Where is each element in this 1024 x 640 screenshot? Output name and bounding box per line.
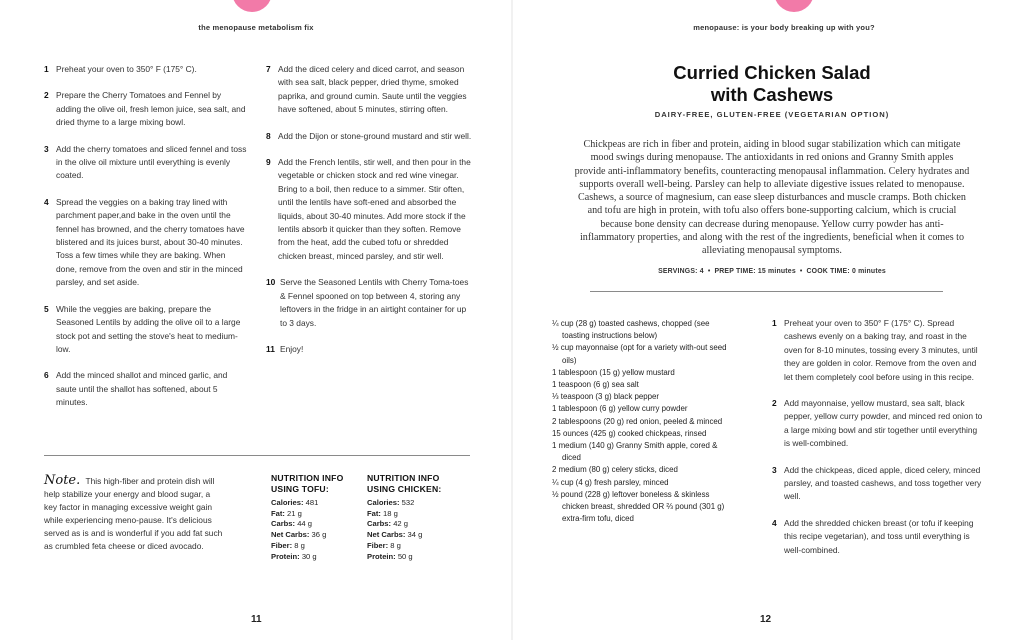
nutrition-row	[367, 519, 463, 530]
nutrition-row	[271, 530, 367, 541]
step-number: 4	[44, 196, 49, 207]
nutrition-heading	[271, 473, 367, 495]
step-number: 3	[772, 464, 777, 475]
step-text: Add the Dijon or stone-ground mustard and stir well.	[278, 130, 472, 141]
page-number: 11	[251, 614, 262, 625]
step-item	[772, 317, 984, 384]
nutrition-row	[271, 552, 367, 563]
step-item	[44, 143, 247, 183]
nutrition-value: 34 g	[407, 530, 423, 540]
ingredient-item: ¼ cup (28 g) toasted cashews, chopped (see toasting instructions below)	[552, 319, 710, 341]
nutrition-value: 18 g	[383, 508, 398, 518]
ingredient-item: ⅓ teaspoon (3 g) black pepper	[552, 392, 660, 402]
step-text: Add the diced celery and diced carrot, and season with sea salt, black pepper, dried thyme, smoked paprika, and ground cumin. Saute until the veggies have softened, about 5 minutes, stirring often.	[278, 64, 467, 115]
nutrition-label: Net Carbs:	[367, 530, 406, 540]
step-item	[44, 303, 247, 357]
pink-tab-marker	[774, 0, 814, 12]
running-head: menopause: is your body breaking up with you?	[693, 23, 875, 32]
nutrition-value: 42 g	[393, 519, 408, 529]
ingredient-item: 15 ounces (425 g) cooked chickpeas, rinsed	[552, 428, 707, 438]
nutrition-value: 36 g	[311, 530, 327, 540]
step-text: While the veggies are baking, prepare the Seasoned Lentils by adding the olive oil to a large stock pot and setting the stove's heat to medium-low.	[56, 303, 241, 354]
nutrition-label: Fat:	[271, 508, 285, 518]
step-number: 3	[44, 143, 49, 154]
step-text: Spread the veggies on a baking tray lined with parchment paper,and bake in the oven until the fennel has browned, and the cherry tomatoes have blistered and its juices burst, about 30-40 minutes. Toss a few times while they are baking. When done, remove from the oven and stir in the minced parsley, and set aside.	[56, 196, 245, 288]
nutrition-label: Protein:	[367, 551, 396, 561]
step-text: Add the shredded chicken breast (or tofu if keeping this recipe vegetarian), and toss until everything is well-combined.	[784, 517, 974, 555]
step-number: 1	[772, 318, 777, 328]
ingredient-item: ½ pound (228 g) leftover boneless & skinless chicken breast, shredded OR ⅔ pound (301 g) extra-firm tofu, diced	[552, 489, 725, 524]
step-text: Serve the Seasoned Lentils with Cherry Toma-toes & Fennel spooned on top between 4, storing any leftovers in the fridge in an airtight container for up to 3 days.	[280, 277, 469, 328]
step-text: Add mayonnaise, yellow mustard, sea salt, black pepper, yellow curry powder, and minced red onion to a large mixing bowl and stir together until everything is well-combined.	[784, 398, 983, 449]
nutrition-row	[367, 498, 463, 509]
ingredient-item: ½ cup mayonnaise (opt for a variety with-out seed oils)	[552, 343, 727, 365]
right-page	[512, 0, 1024, 640]
recipe-note	[44, 474, 224, 554]
step-number: 8	[266, 130, 271, 141]
nutrition-heading-line: USING TOFU:	[271, 484, 329, 494]
step-text: Preheat your oven to 350° F (175° C). Spread cashews evenly on a baking tray, and roast in the oven for 8-10 minutes, tossing every 3 minutes, until they are golden in color. Remove from the oven and let them completely cool before using in this recipe.	[784, 318, 978, 382]
nutrition-label: Protein:	[271, 551, 300, 561]
step-number: 2	[44, 90, 49, 101]
nutrition-row	[367, 552, 463, 563]
nutrition-tofu	[271, 473, 367, 562]
nutrition-value: 8 g	[390, 540, 401, 550]
ingredient-item: 1 tablespoon (6 g) yellow curry powder	[552, 404, 688, 414]
nutrition-row	[271, 519, 367, 530]
step-item	[44, 196, 247, 290]
nutrition-value: 532	[401, 498, 415, 507]
step-item	[266, 63, 472, 117]
running-head: the menopause metabolism fix	[198, 23, 314, 32]
ingredient-item: 1 medium (140 g) Granny Smith apple, cored & diced	[552, 441, 718, 463]
meta-separator: •	[799, 268, 803, 275]
step-item	[266, 343, 472, 356]
ingredient-list	[552, 318, 730, 525]
step-item	[44, 89, 247, 129]
nutrition-label: Calories:	[271, 498, 304, 507]
nutrition-label: Fiber:	[271, 540, 293, 550]
recipe-title-line: with Cashews	[710, 83, 834, 105]
note-text: This high-fiber and protein dish will help stabilize your energy and blood sugar, a key factor in managing excessive weight gain while experiencing meno-pause. It's delicious served as is and is wonderful if you add fat such as crumbled feta cheese or diced avocado.	[44, 476, 223, 552]
recipe-intro: Chickpeas are rich in fiber and protein, aiding in blood sugar stabilization which can mitigate mood swings during menopause. The antioxidants in red onions and Granny Smith apples provide anti-inflammatory benefits, counteracting menopausal inflammation. Celery hydrates and supports overall well-being. Parsley can help to alleviate digestive issues related to menopause. Cashews, a source of magnesium, can ease sleep disturbances and muscle cramps. Both chicken and tofu are high in protein, with tofu also offers bone-supporting calcium, which is crucial because bone density can decrease during menopause. Yellow curry powder has anti-inflammatory properties, and along with the rest of the ingredients, beneficial when it comes to alleviating menopausal symptoms.	[574, 139, 970, 257]
ingredient-item: ¼ cup (4 g) fresh parsley, minced	[552, 477, 669, 487]
recipe-title	[642, 62, 902, 105]
nutrition-label: Carbs:	[367, 519, 392, 529]
nutrition-label: Carbs:	[271, 519, 296, 529]
step-number: 6	[44, 370, 49, 381]
nutrition-label: Fat:	[367, 508, 381, 518]
step-item	[772, 517, 984, 557]
ingredient-item: 1 tablespoon (15 g) yellow mustard	[552, 367, 675, 377]
step-text: Add the French lentils, stir well, and then pour in the vegetable or chicken stock and red wine vinegar. Bring to a boil, then reduce to a simmer. Stir often, until the lentils have soft-ened and absorbed the liquids, about 30-40 minutes. Add more stock if the lentils absorb it quicker than they soften. Remove from the heat, add the cubed tofu or shredded chicken breast, minced parsley, and stir well.	[278, 157, 471, 261]
nutrition-value: 50 g	[397, 551, 413, 561]
nutrition-row	[367, 509, 463, 520]
nutrition-label: Net Carbs:	[271, 530, 310, 540]
step-number: 4	[772, 517, 777, 528]
nutrition-heading-line: NUTRITION INFO	[367, 473, 440, 483]
step-item	[44, 369, 247, 409]
nutrition-chicken	[367, 473, 463, 562]
step-number: 11	[266, 343, 275, 354]
nutrition-row	[367, 530, 463, 541]
step-text: Add the minced shallot and minced garlic, and saute until the shallot has softened, about 5 minutes.	[56, 370, 228, 408]
note-label: Note.	[44, 473, 81, 488]
pink-tab-marker	[232, 0, 272, 12]
step-item	[772, 397, 984, 451]
nutrition-label: Fiber:	[367, 540, 389, 550]
nutrition-value: 30 g	[301, 551, 317, 561]
recipe-meta	[582, 268, 962, 275]
step-number: 5	[44, 303, 49, 314]
step-number: 2	[772, 398, 777, 409]
step-number: 1	[44, 64, 49, 74]
step-text: Add the cherry tomatoes and sliced fennel and toss in the olive oil mixture until everything is evenly coated.	[56, 143, 247, 181]
servings: SERVINGS: 4	[658, 268, 704, 275]
step-item	[266, 276, 472, 330]
step-item	[266, 156, 472, 263]
step-text: Enjoy!	[280, 343, 304, 354]
step-text: Preheat your oven to 350° F (175° C).	[56, 64, 197, 74]
steps-column	[772, 317, 984, 557]
step-number: 10	[266, 277, 276, 288]
section-divider	[44, 455, 470, 456]
ingredient-item: 2 tablespoons (20 g) red onion, peeled & minced	[552, 416, 723, 426]
nutrition-value: 8 g	[294, 540, 305, 550]
prep-time: PREP TIME: 15 minutes	[714, 268, 796, 275]
ingredient-item: 1 teaspoon (6 g) sea salt	[552, 380, 639, 390]
page-number: 12	[760, 614, 772, 625]
step-number: 7	[266, 64, 271, 74]
nutrition-label: Calories:	[367, 498, 400, 507]
steps-column-1	[44, 63, 247, 410]
meta-separator: •	[707, 268, 711, 275]
diet-labels: DAIRY-FREE, GLUTEN-FREE (VEGETARIAN OPTION)	[654, 110, 890, 119]
step-item	[44, 63, 247, 76]
step-number: 9	[266, 157, 271, 168]
nutrition-heading-line: NUTRITION INFO	[271, 473, 344, 483]
cook-time: COOK TIME: 0 minutes	[806, 268, 886, 275]
nutrition-value: 21 g	[287, 508, 302, 518]
nutrition-row	[271, 541, 367, 552]
step-text: Prepare the Cherry Tomatoes and Fennel by adding the olive oil, fresh lemon juice, sea salt, and dried thyme to a large mixing bowl.	[56, 90, 246, 128]
recipe-title-line: Curried Chicken Salad	[673, 62, 871, 83]
nutrition-heading-line: USING CHICKEN:	[367, 484, 442, 494]
section-divider	[590, 291, 943, 292]
nutrition-value: 481	[305, 498, 319, 507]
step-item	[772, 464, 984, 504]
nutrition-row	[271, 498, 367, 509]
nutrition-row	[367, 541, 463, 552]
nutrition-heading	[367, 473, 463, 495]
step-item	[266, 130, 472, 143]
ingredient-item: 2 medium (80 g) celery sticks, diced	[552, 465, 678, 475]
steps-column-2	[266, 63, 472, 356]
nutrition-row	[271, 509, 367, 520]
nutrition-value: 44 g	[297, 519, 312, 529]
step-text: Add the chickpeas, diced apple, diced celery, minced parsley, and toasted cashews, and toss together very well.	[784, 464, 982, 502]
